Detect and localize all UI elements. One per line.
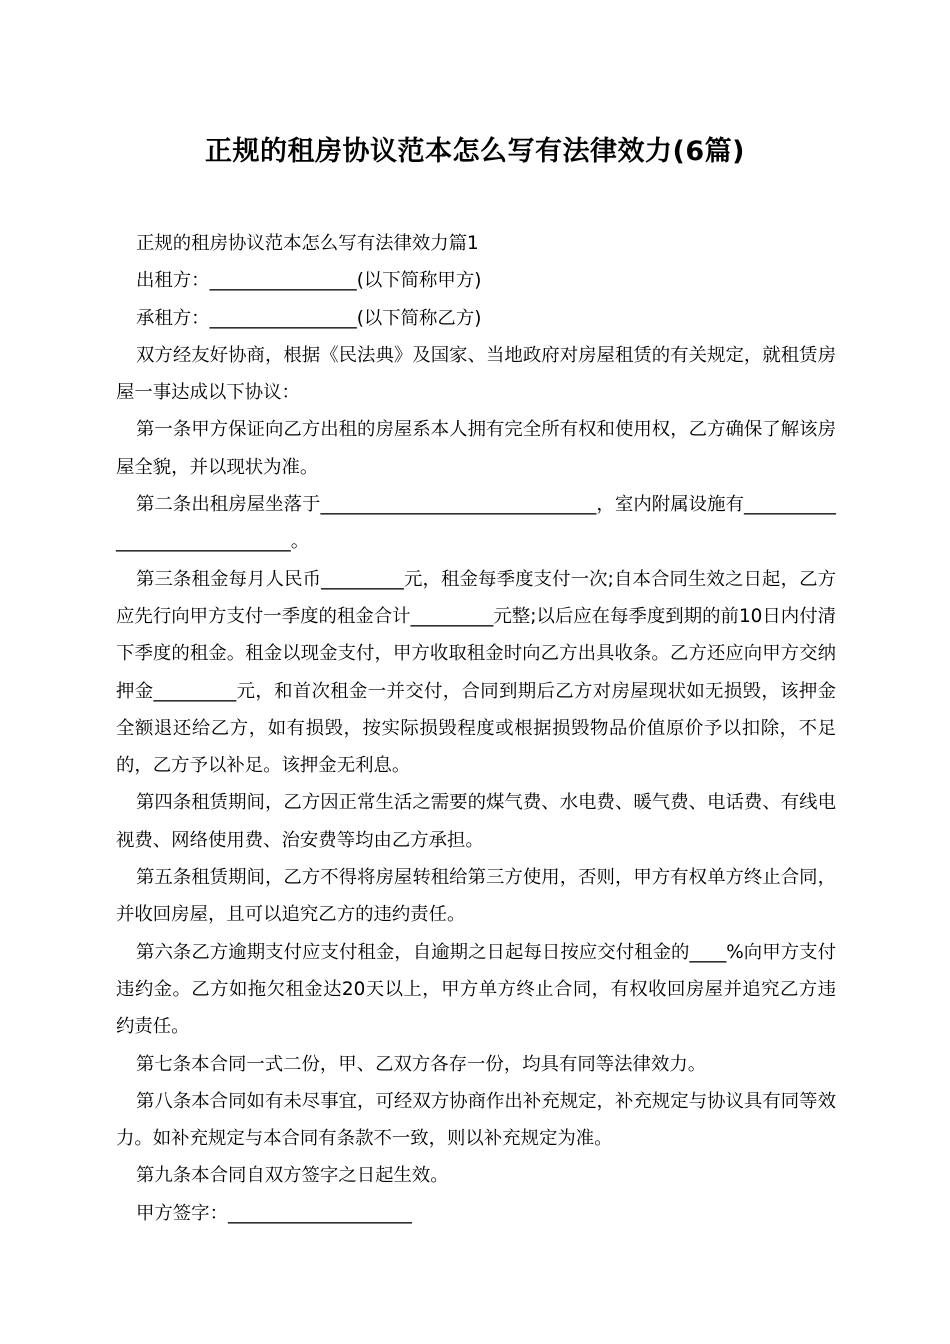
article-5: 第五条租赁期间，乙方不得将房屋转租给第三方使用，否则，甲方有权单方终止合同，并收回房屋，且可以追究乙方的违约责任。: [116, 867, 836, 926]
party-a-signature-line: 甲方签字：____________________: [136, 1202, 412, 1224]
article-8: 第八条本合同如有未尽事宜，可经双方协商作出补充规定，补充规定与协议具有同等效力。如补充规定与本合同有条款不一致，则以补充规定为准。: [116, 1090, 836, 1150]
article-3: 第三条租金每月人民币_________元，租金每季度支付一次;自本合同生效之日起，乙方应先行向甲方支付一季度的租金合计_________元整;以后应在每季度到期的前10日内付清下季度的租金。租金以现金支付，甲方收取租金时向乙方出具收条。乙方还应向甲方交纳押金_________元，和首次租金一并交付，合同到期后乙方对房屋现状如无损毁，该押金全额退还给乙方，如有损毁，按实际损毁程度或根据损毁物品价值原价予以扣除，不足的，乙方予以补足。该押金无利息。: [116, 568, 836, 777]
article-9: 第九条本合同自双方签字之日起生效。: [136, 1165, 449, 1187]
article-7: 第七条本合同一式二份，甲、乙双方各存一份，均具有同等法律效力。: [136, 1053, 707, 1075]
article-2: 第二条出租房屋坐落于______________________________，室内附属设施有_____________________________。: [116, 494, 836, 553]
document-title: 正规的租房协议范本怎么写有法律效力(6篇): [205, 136, 745, 167]
lessee-line: 承租方：________________(以下简称乙方): [136, 307, 482, 329]
document-body: [116, 225, 836, 1232]
article-6: 第六条乙方逾期支付应支付租金，自逾期之日起每日按应交付租金的____%向甲方支付违约金。乙方如拖欠租金达20天以上，甲方单方终止合同，有权收回房屋并追究乙方违约责任。: [116, 941, 836, 1038]
section-heading: 正规的租房协议范本怎么写有法律效力篇1: [136, 233, 479, 254]
lessor-line: 出租方：________________(以下简称甲方): [136, 270, 482, 292]
preamble-paragraph: 双方经友好协商，根据《民法典》及国家、当地政府对房屋租赁的有关规定，就租赁房屋一事达成以下协议：: [116, 344, 836, 404]
article-4: 第四条租赁期间，乙方因正常生活之需要的煤气费、水电费、暖气费、电话费、有线电视费、网络使用费、治安费等均由乙方承担。: [116, 792, 836, 851]
article-1: 第一条甲方保证向乙方出租的房屋系本人拥有完全所有权和使用权，乙方确保了解该房屋全貌，并以现状为准。: [116, 419, 836, 478]
